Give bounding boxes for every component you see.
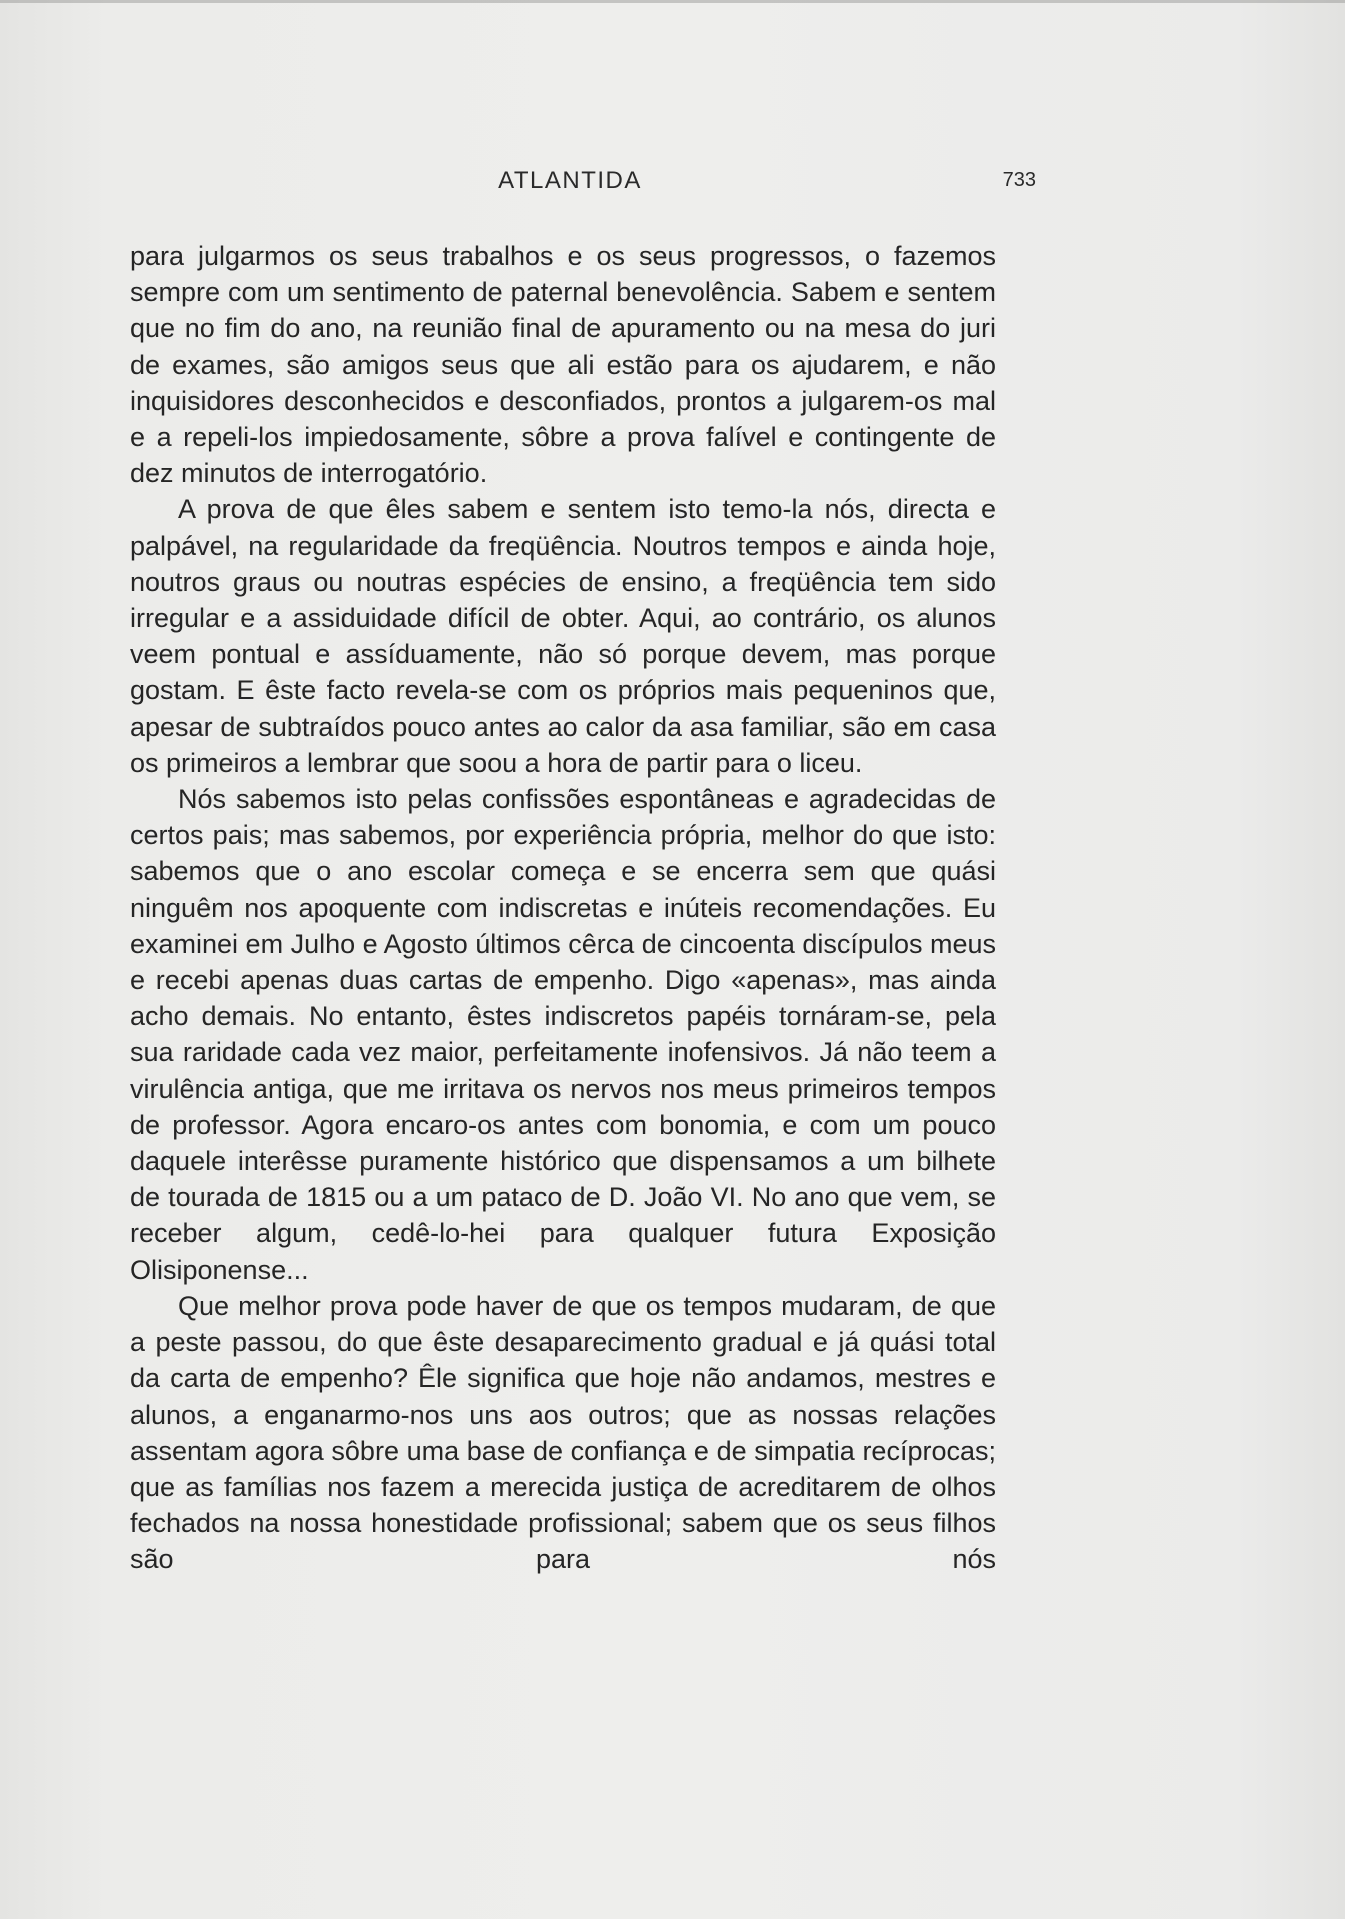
paragraph-continued: para julgarmos os seus trabalhos e os seus progressos, o fazemos sempre com um sentimento de paternal benevolência. Sabem e sentem que no fim do ano, na reunião final de apuramento ou na mesa do juri de exames, são amigos seus que ali estão para os ajudarem, e não inquisidores desconhecidos e desconfiados, prontos a julgarem-os mal e a repeli-los impiedosamente, sôbre a prova falível e contingente de dez minutos de interrogatório.	[130, 241, 996, 489]
body-text	[130, 238, 996, 1578]
paragraph: Que melhor prova pode haver de que os tempos mudaram, de que a peste passou, do que êste desaparecimento gradual e já quási total da carta de empenho? Êle significa que hoje não andamos, mestres e alunos, a enganarmo-nos uns aos outros; que as nossas relações assentam agora sôbre uma base de confiança e de simpatia recíprocas; que as famílias nos fazem a merecida justiça de acreditarem de olhos fechados na nossa honestidade profissional; sabem que os seus filhos são para nós	[130, 1290, 996, 1575]
running-title: ATLANTIDA	[498, 167, 642, 194]
page-top-edge	[0, 0, 1345, 3]
running-head	[130, 167, 1036, 199]
paragraph: A prova de que êles sabem e sentem isto temo-la nós, directa e palpável, na regularidade da freqüência. Noutros tempos e ainda hoje, noutros graus ou noutras espécies de ensino, a freqüência tem sido irregular e a assiduidade difícil de obter. Aqui, ao contrário, os alunos veem pontual e assíduamente, não só porque devem, mas porque gostam. E êste facto revela-se com os próprios mais pequeninos que, apesar de subtraídos pouco antes ao calor da asa familiar, são em casa os primeiros a lembrar que soou a hora de partir para o liceu.	[130, 494, 996, 778]
page-number: 733	[1002, 169, 1036, 191]
paragraph: Nós sabemos isto pelas confissões espontâneas e agradecidas de certos pais; mas sabemos, por experiência própria, melhor do que isto: sabemos que o ano escolar começa e se encerra sem que quási ninguêm nos apoquente com indiscretas e inúteis recomendações. Eu examinei em Julho e Agosto últimos cêrca de cincoenta discípulos meus e recebi apenas duas cartas de empenho. Digo «apenas», mas ainda acho demais. No entanto, êstes indiscretos papéis tornáram-se, pela sua raridade cada vez maior, perfeitamente inofensivos. Já não teem a virulência antiga, que me irritava os nervos nos meus primeiros tempos de professor. Agora encaro-os antes com bonomia, e com um pouco daquele interêsse puramente histórico que dispensamos a um bilhete de tourada de 1815 ou a um pataco de D. João VI. No ano que vem, se receber algum, cedê-lo-hei para qualquer futura Exposição Olisiponense...	[130, 784, 996, 1285]
